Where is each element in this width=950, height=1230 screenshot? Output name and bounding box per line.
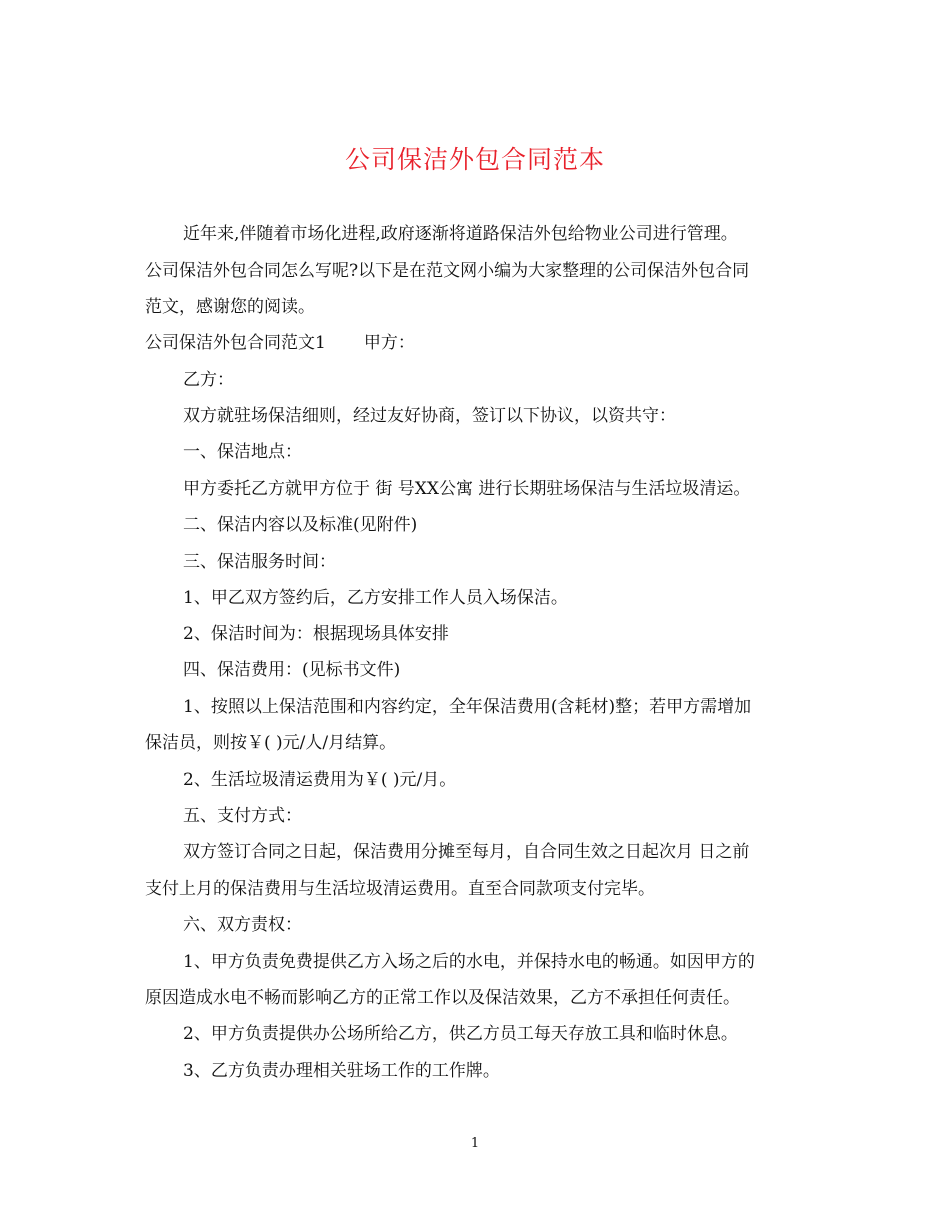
body-line: 2、生活垃圾清运费用为￥( )元/月。 bbox=[183, 770, 457, 790]
body-line: 五、支付方式： bbox=[183, 806, 302, 826]
body-line: 1、甲方负责免费提供乙方入场之后的水电，并保持水电的畅通。如因甲方的 bbox=[183, 952, 755, 972]
body-line: 甲方委托乙方就甲方位于 街 号XX公寓 进行长期驻场保洁与生活垃圾清运。 bbox=[183, 479, 751, 499]
intro-line-2: 公司保洁外包合同怎么写呢?以下是在范文网小编为大家整理的公司保洁外包合同 bbox=[145, 261, 750, 281]
body-line: 四、保洁费用：(见标书文件) bbox=[183, 660, 401, 680]
body-line: 双方签订合同之日起，保洁费用分摊至每月，自合同生效之日起次月 日之前 bbox=[183, 842, 750, 862]
body-line: 六、双方责权： bbox=[183, 915, 302, 935]
body-line: 原因造成水电不畅而影响乙方的正常工作以及保洁效果，乙方不承担任何责任。 bbox=[145, 988, 740, 1008]
intro-line-3: 范文，感谢您的阅读。 bbox=[145, 297, 315, 317]
body-line: 乙方： bbox=[183, 370, 234, 390]
body-line: 保洁员，则按￥( )元/人/月结算。 bbox=[145, 733, 397, 753]
intro-line-1: 近年来,伴随着市场化进程,政府逐渐将道路保洁外包给物业公司进行管理。 bbox=[183, 224, 738, 244]
body-line: 三、保洁服务时间： bbox=[183, 552, 336, 572]
body-line: 1、按照以上保洁范围和内容约定，全年保洁费用(含耗材)整；若甲方需增加 bbox=[183, 697, 752, 717]
body-line: 二、保洁内容以及标准(见附件) bbox=[183, 515, 418, 535]
body-line: 支付上月的保洁费用与生活垃圾清运费用。直至合同款项支付完毕。 bbox=[145, 879, 655, 899]
body-line: 2、甲方负责提供办公场所给乙方，供乙方员工每天存放工具和临时休息。 bbox=[183, 1024, 738, 1044]
body-line: 3、乙方负责办理相关驻场工作的工作牌。 bbox=[183, 1061, 500, 1081]
page-number: 1 bbox=[470, 1136, 480, 1151]
body-line: 双方就驻场保洁细则，经过友好协商，签订以下协议，以资共守： bbox=[183, 406, 676, 426]
body-line: 一、保洁地点： bbox=[183, 442, 302, 462]
section-heading-line bbox=[145, 331, 415, 355]
section-heading: 公司保洁外包合同范文1 bbox=[145, 333, 326, 353]
document-title: 公司保洁外包合同范本 bbox=[344, 145, 605, 174]
body-line: 1、甲乙双方签约后，乙方安排工作人员入场保洁。 bbox=[183, 588, 568, 608]
party-a-label: 甲方： bbox=[363, 333, 415, 353]
body-line: 2、保洁时间为：根据现场具体安排 bbox=[183, 624, 449, 644]
